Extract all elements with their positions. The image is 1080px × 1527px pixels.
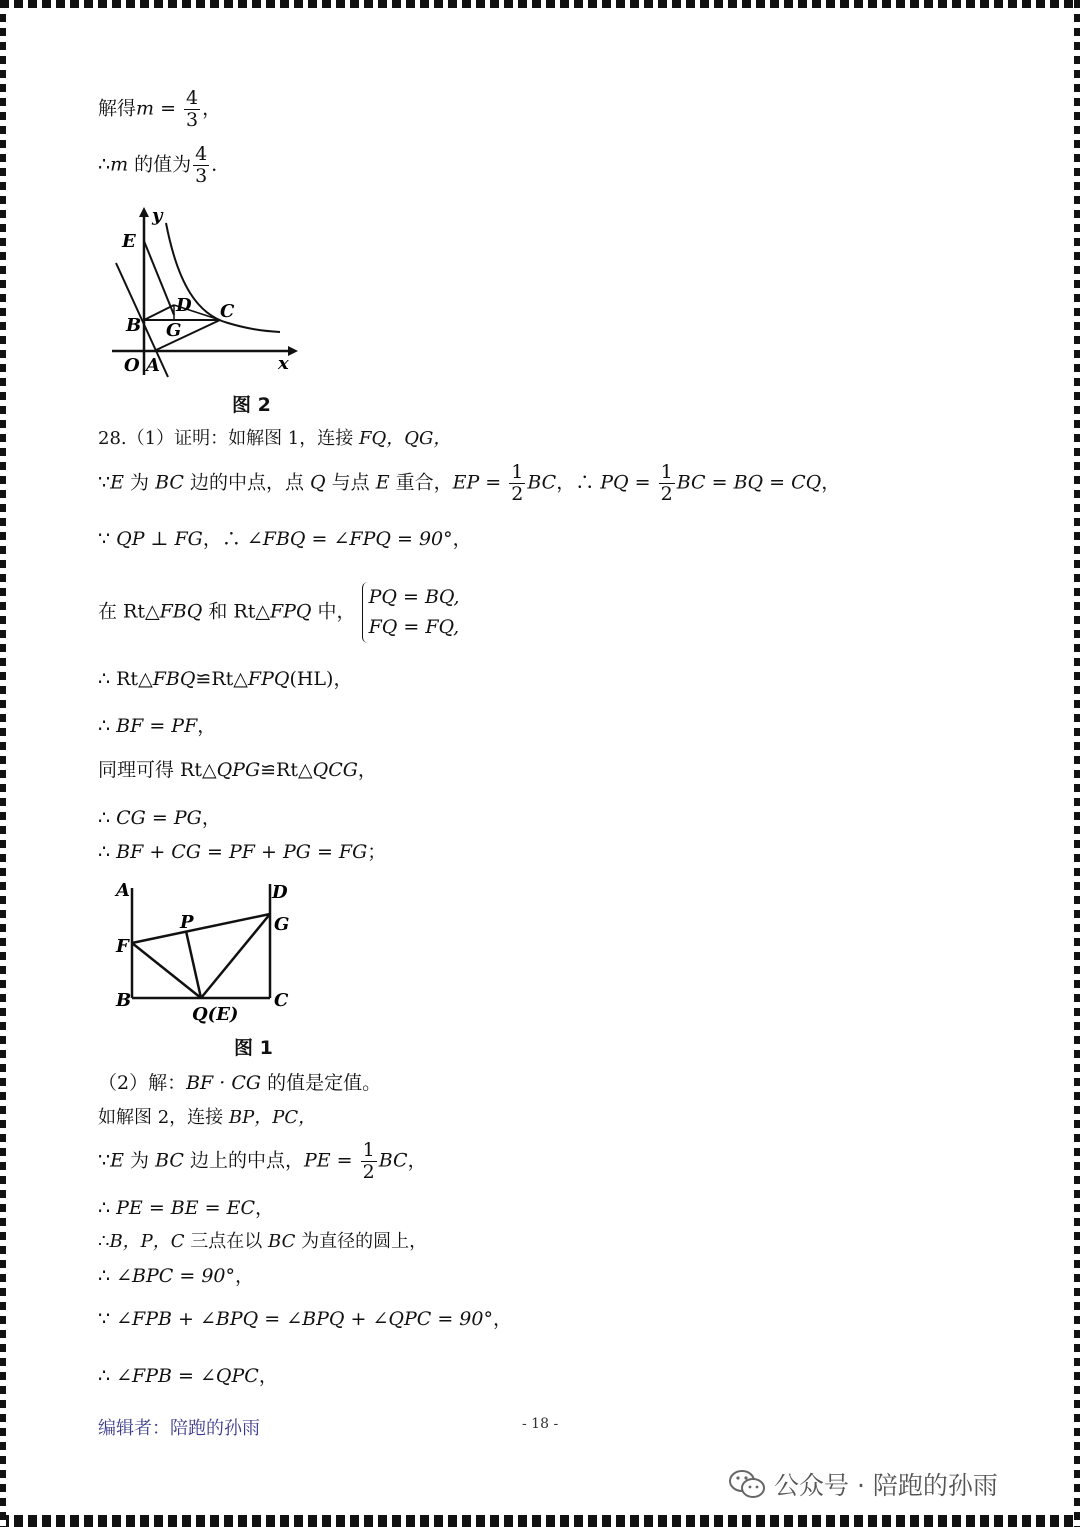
fraction: $\frac{4}{3}$ [186, 87, 199, 131]
wechat-icon [728, 1469, 766, 1499]
figure-1-square [108, 876, 298, 1026]
label-f: F [116, 936, 129, 957]
solution-line-circle: ∴B，P，C 三点在以 BC 为直径的圆上， [98, 1231, 428, 1252]
label-p: P [180, 912, 194, 933]
solution-line-angle-equal: ∴ ∠FPB = ∠QPC， [98, 1365, 278, 1387]
watermark-text: 公众号 · 陪跑的孙雨 [774, 1471, 998, 1500]
label-g: G [274, 914, 290, 935]
solution-line-m-value: ∴m 的值为 $\frac{4}{3}$ ． [98, 143, 231, 187]
fraction: $\frac{1}{2}$ [660, 461, 673, 505]
fraction: $\frac{4}{3}$ [195, 143, 208, 187]
solution-line-perpendicular: ∵ QP ⊥ FG，∴ ∠FBQ = ∠FPQ = 90°， [98, 528, 472, 550]
page-border-bottom [0, 1507, 1080, 1527]
solution-line-pe-half-bc: ∵E 为 BC 边上的中点，PE = $\frac{1}{2}$ BC， [98, 1139, 427, 1183]
label-a: A [146, 355, 160, 376]
label-c: C [274, 990, 289, 1011]
solution-line-bf-pf: ∴ BF = PF， [98, 715, 217, 737]
wechat-watermark [728, 1466, 998, 1502]
footer-editor: 编辑者：陪跑的孙雨 [98, 1418, 260, 1439]
figure-1-caption: 图 1 [234, 1037, 273, 1059]
figure-2-graph [108, 205, 298, 383]
solution-line-midpoint: ∵E 为 BC 边的中点，点 Q 与点 E 重合，EP = $\frac{1}{2}$ BC，∴ PQ = $\frac{1}{2}$ BC = BQ = CQ， [98, 461, 841, 505]
solution-line-sum: ∴ BF + CG = PF + PG = FG； [98, 841, 387, 863]
fraction: $\frac{1}{2}$ [511, 461, 524, 505]
label-y: y [152, 205, 163, 226]
solution-line-cg-pg: ∴ CG = PG， [98, 807, 221, 829]
solution-line-congruent-hl: ∴ Rt△FBQ≌Rt△FPQ(HL)， [98, 668, 353, 690]
solution-line-angle-bpc: ∴ ∠BPC = 90°， [98, 1265, 255, 1287]
page-border-left [0, 0, 6, 1527]
label-o: O [124, 355, 140, 376]
label-a: A [116, 880, 130, 901]
equation-system: PQ = BQ, FQ = FQ, [362, 582, 460, 643]
figure-2-caption: 图 2 [232, 394, 271, 416]
question-28-part1-title: 28.（1）证明：如解图 1，连接 FQ，QG， [98, 428, 452, 449]
solution-line-angle-sum: ∵ ∠FPB + ∠BPQ = ∠BPQ + ∠QPC = 90°， [98, 1308, 512, 1330]
segment-ac [154, 320, 220, 351]
question-28-part2-title: （2）解：BF · CG 的值是定值。 [98, 1072, 382, 1094]
solution-line-similarly: 同理可得 Rt△QPG≌Rt△QCG， [98, 759, 377, 781]
label-x: x [278, 353, 289, 374]
label-b: B [126, 315, 142, 336]
label-c: C [220, 301, 235, 322]
label-q-e: Q(E) [192, 1004, 239, 1025]
label-b: B [116, 990, 132, 1011]
page-border-right [1074, 0, 1080, 1527]
solution-line-m: 解得m = $\frac{4}{3}$ ， [98, 87, 222, 131]
solution-line-connect-bp-pc: 如解图 2，连接 BP，PC， [98, 1107, 317, 1128]
segment-bd [144, 305, 174, 320]
page-number: - 18 - [522, 1416, 559, 1432]
label-d: D [176, 295, 192, 316]
segment-ed [144, 241, 174, 315]
label-d: D [272, 882, 288, 903]
label-e: E [122, 231, 136, 252]
solution-line-pe-be-ec: ∴ PE = BE = EC， [98, 1197, 275, 1219]
page-border-top [0, 0, 1080, 22]
solution-line-right-triangles: 在 Rt△FBQ 和 Rt△FPQ 中， PQ = BQ, FQ = FQ, [98, 582, 460, 643]
label-g: G [166, 320, 182, 341]
fraction: $\frac{1}{2}$ [362, 1139, 375, 1183]
